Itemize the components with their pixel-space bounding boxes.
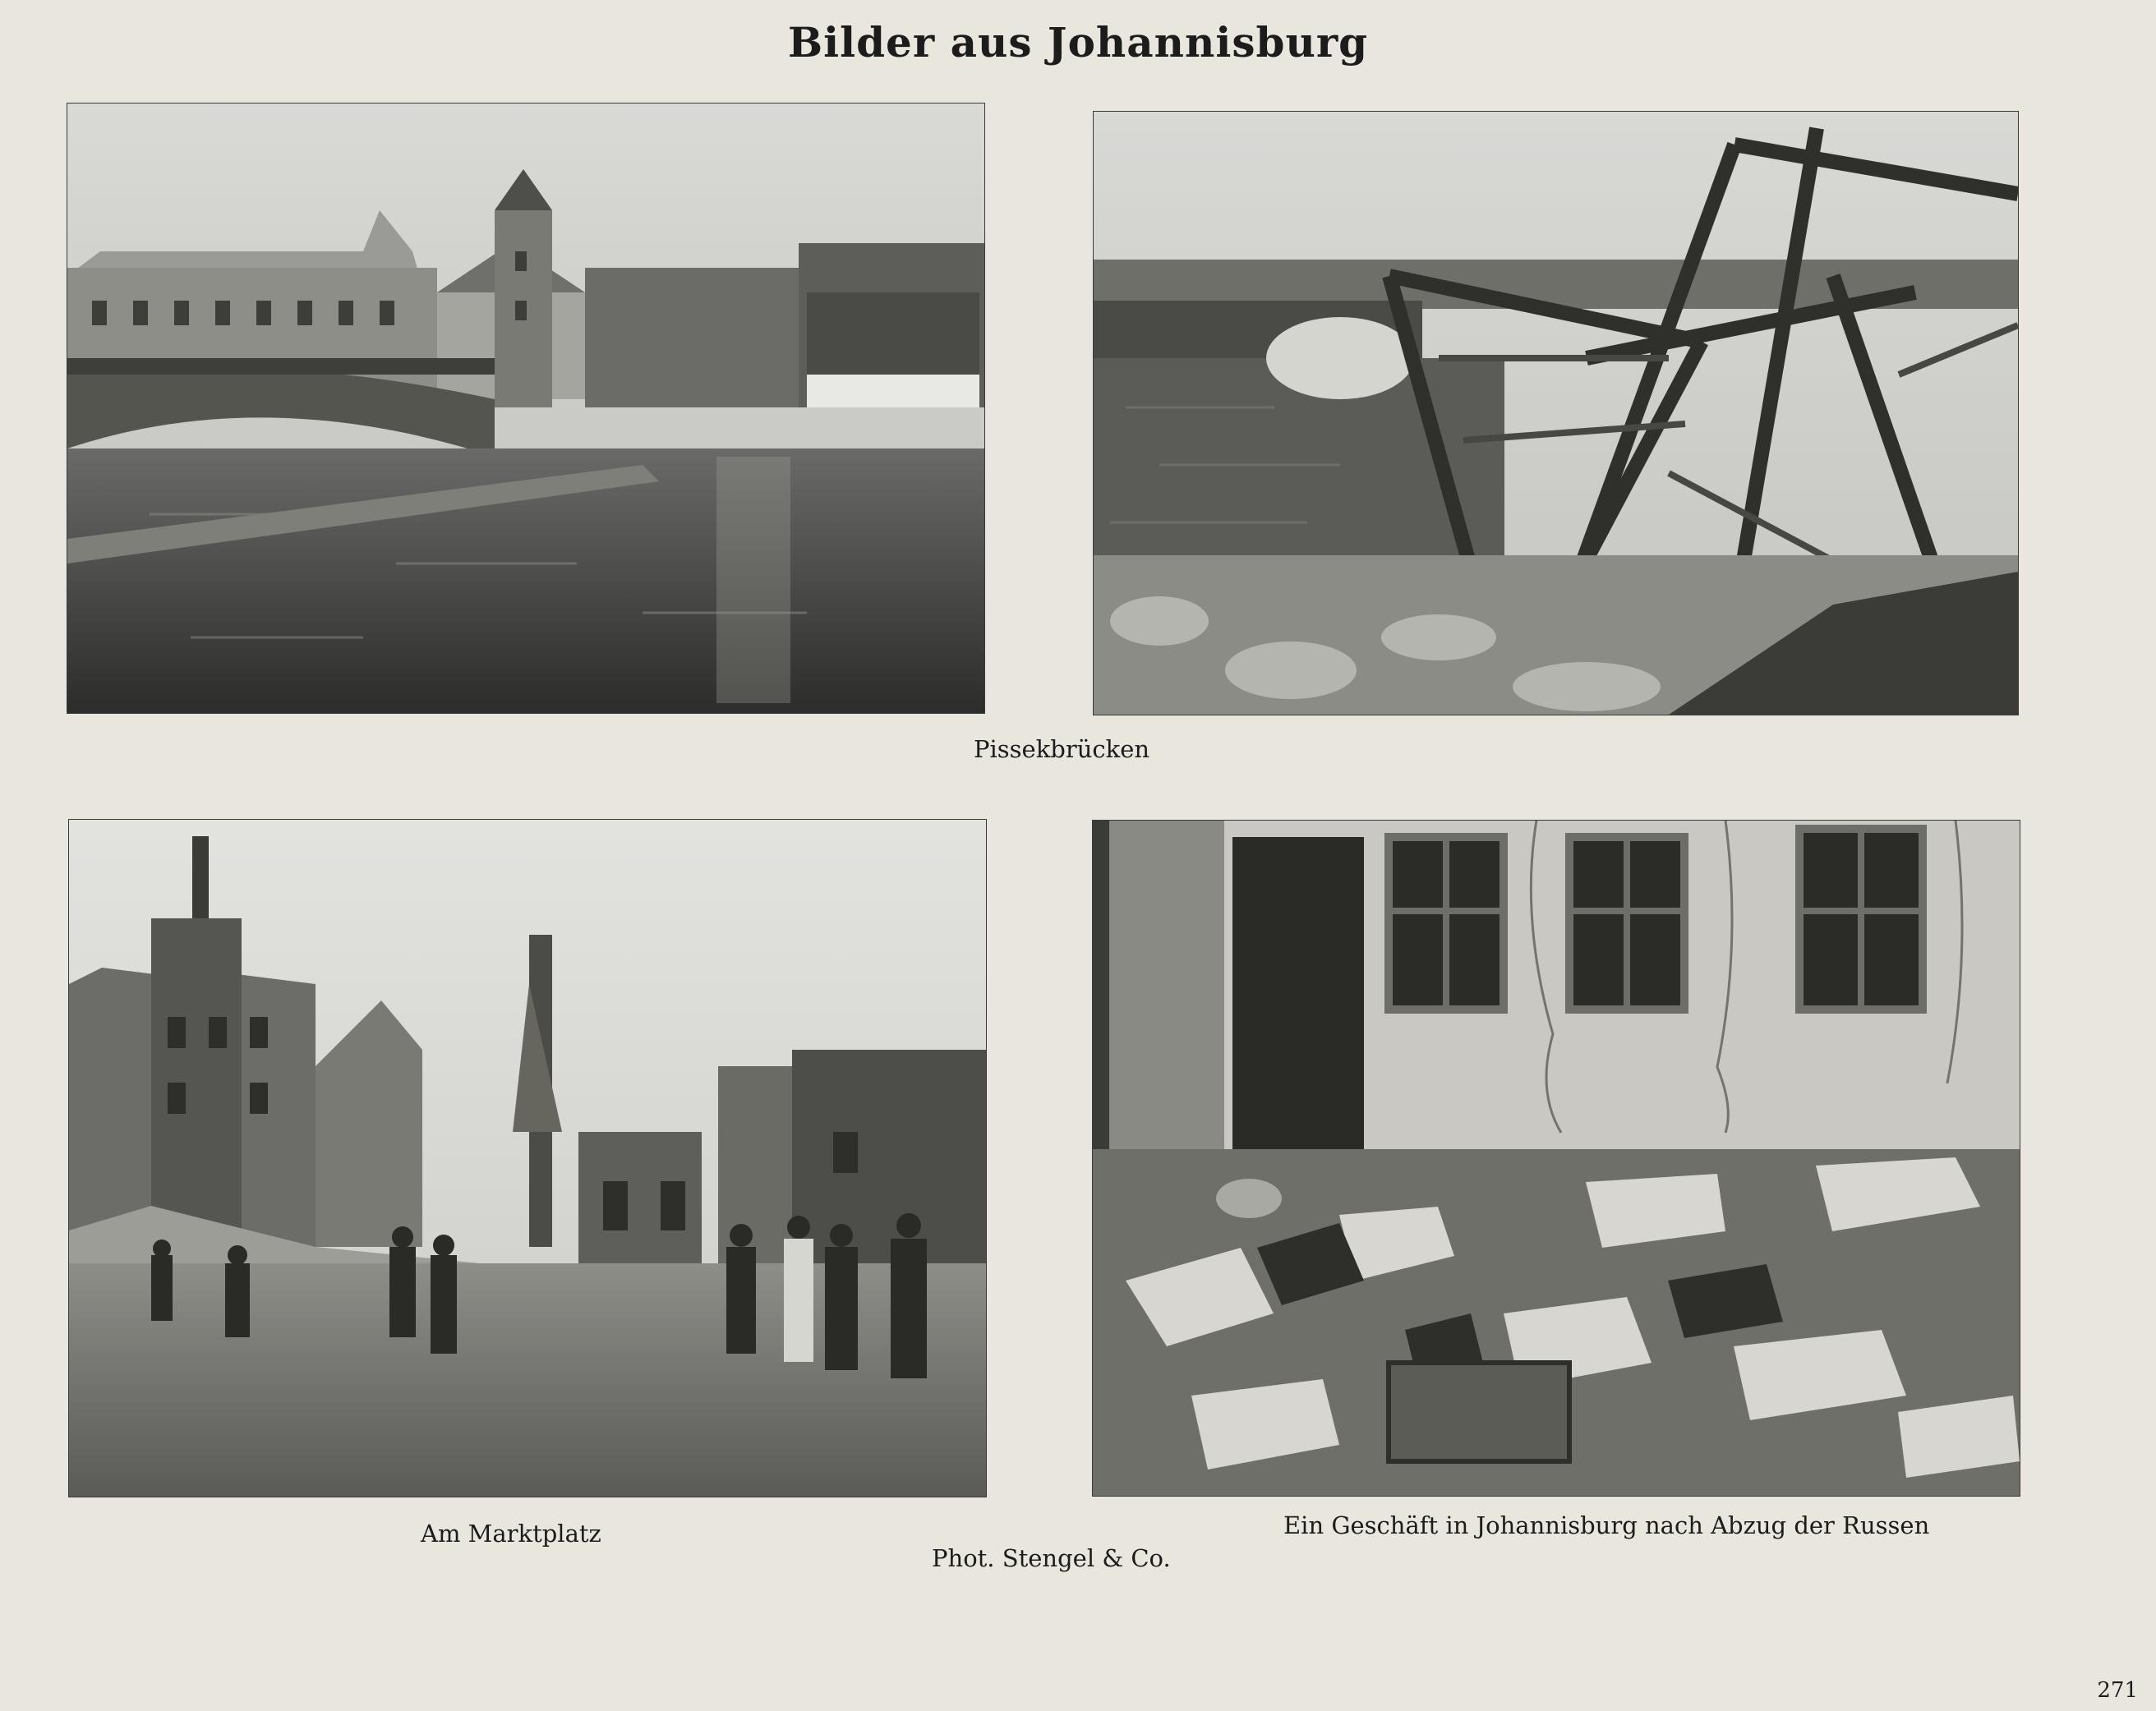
caption-pissekbruecken: Pissekbrücken (974, 735, 1150, 763)
photo-credit: Phot. Stengel & Co. (932, 1544, 1171, 1572)
photo-destroyed-bridge (1094, 112, 2018, 715)
photo-looted-shop (1093, 821, 2020, 1496)
photo-town-bridge (67, 103, 984, 713)
caption-geschaeft: Ein Geschäft in Johannisburg nach Abzug der Russen (1283, 1511, 1930, 1539)
page-number: 271 (2097, 1678, 2138, 1703)
photo-market-square (69, 820, 986, 1497)
page-title: Bilder aus Johannisburg (787, 18, 1369, 67)
caption-marktplatz: Am Marktplatz (421, 1520, 601, 1548)
